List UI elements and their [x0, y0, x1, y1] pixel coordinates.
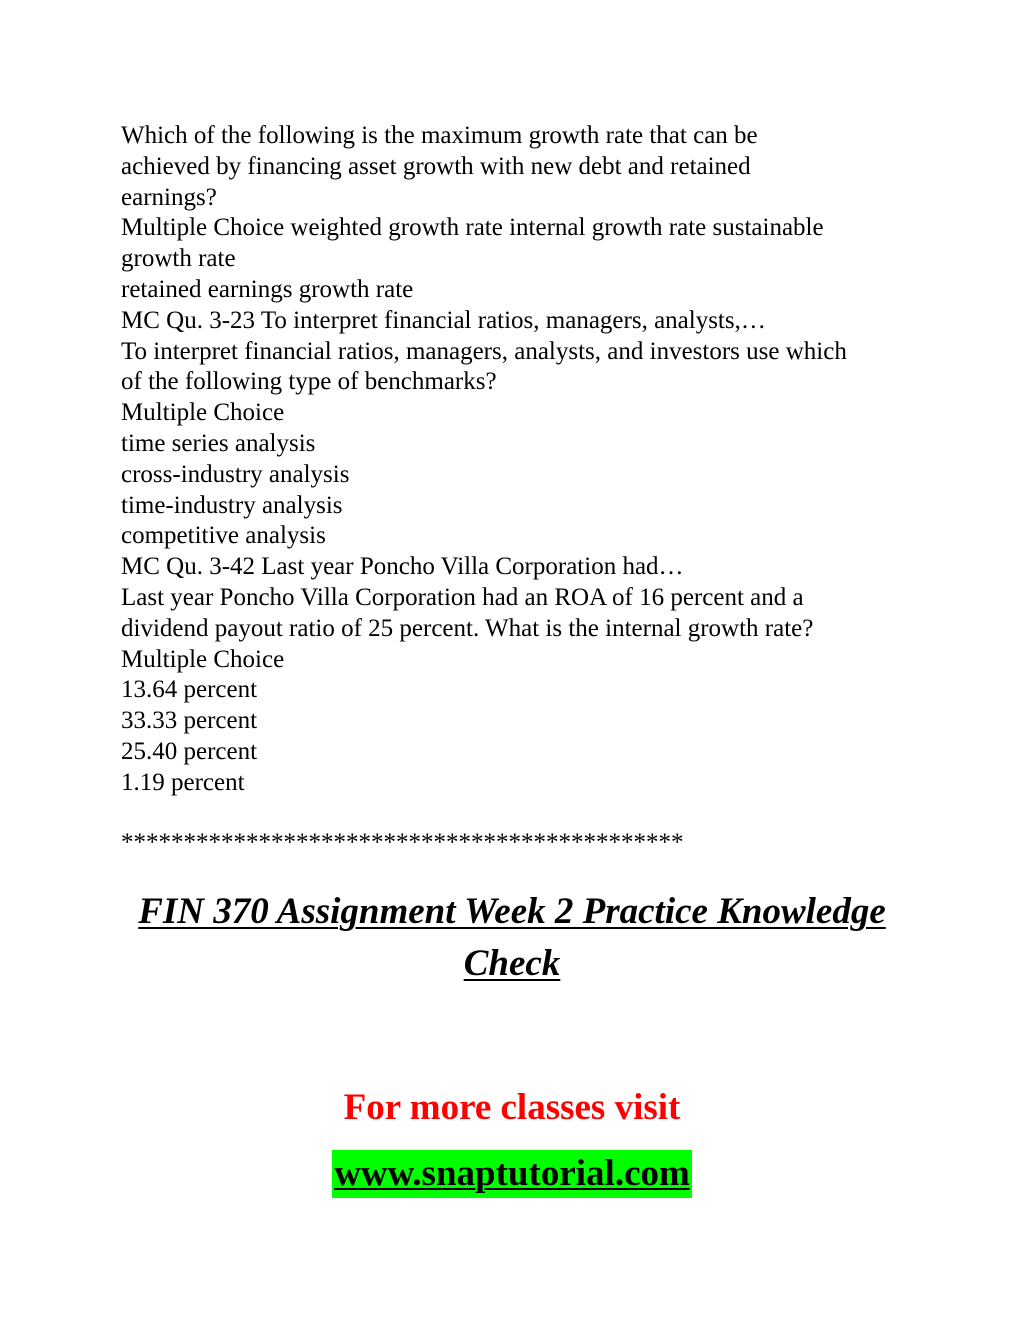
text-line: dividend payout ratio of 25 percent. What is the internal growth rate?: [121, 614, 814, 642]
text-line: Multiple Choice weighted growth rate internal growth rate sustainable: [121, 214, 824, 242]
text-line: cross-industry analysis: [121, 460, 350, 488]
promo-text: For more classes visit: [343, 1087, 681, 1128]
text-line: growth rate: [121, 245, 236, 273]
text-line: retained earnings growth rate: [121, 275, 414, 303]
text-line: time series analysis: [121, 429, 316, 457]
assignment-heading: [100, 886, 924, 990]
text-line: MC Qu. 3-23 To interpret financial ratios, managers, analysts,…: [121, 306, 766, 334]
text-line: Multiple Choice: [121, 399, 285, 427]
text-line: of the following type of benchmarks?: [121, 368, 497, 396]
text-line: 25.40 percent: [121, 737, 258, 765]
text-line: 13.64 percent: [121, 676, 258, 704]
text-line: Last year Poncho Villa Corporation had an ROA of 16 percent and a: [121, 583, 804, 611]
heading-line: FIN 370 Assignment Week 2 Practice Knowledge: [138, 891, 886, 932]
text-line: achieved by financing asset growth with new debt and retained: [121, 152, 751, 180]
text-line: competitive analysis: [121, 522, 326, 550]
text-line: MC Qu. 3-42 Last year Poncho Villa Corporation had…: [121, 553, 684, 581]
site-link[interactable]: www.snaptutorial.com: [332, 1150, 692, 1198]
text-line: Which of the following is the maximum growth rate that can be: [121, 122, 758, 149]
heading-line: Check: [463, 943, 561, 984]
text-line: 33.33 percent: [121, 707, 258, 735]
text-line: To interpret financial ratios, managers, analysts, and investors use which: [121, 337, 847, 365]
site-link-container: [0, 1150, 1024, 1198]
text-line: Multiple Choice: [121, 645, 285, 673]
question-text-block: [121, 121, 921, 799]
text-line: 1.19 percent: [121, 768, 245, 796]
text-line: earnings?: [121, 183, 217, 211]
text-line: time-industry analysis: [121, 491, 343, 519]
asterisk-separator: *********************************************: [121, 829, 684, 856]
